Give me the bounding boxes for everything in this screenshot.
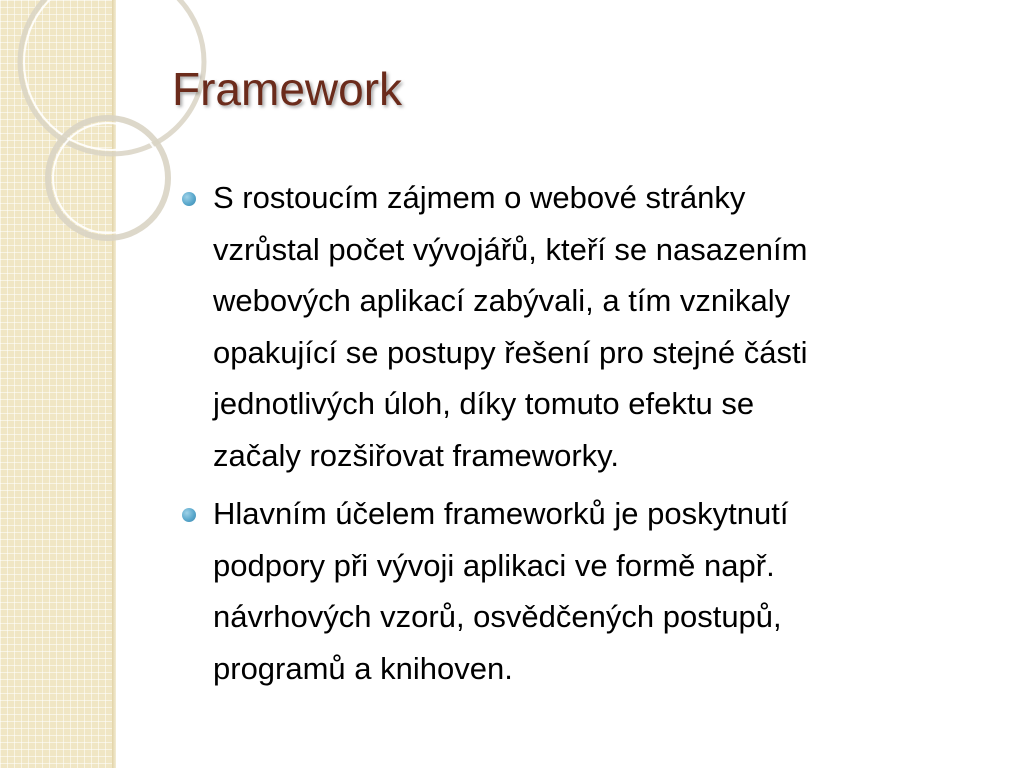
bullet-1-line-1: S rostoucím zájmem o webové stránky xyxy=(213,180,746,215)
bullet-dot-icon xyxy=(182,508,196,522)
decorative-ring-bottom-inner xyxy=(53,123,163,233)
bullet-2-line-1: Hlavním účelem frameworků je poskytnutí xyxy=(213,496,789,531)
bullet-dot-icon xyxy=(182,192,196,206)
decorative-ring-bottom xyxy=(48,118,168,238)
bullet-1-line-2: vzrůstal počet vývojářů, kteří se nasazením xyxy=(213,231,808,267)
bullet-item-2 xyxy=(180,488,980,694)
bullet-1-line-5: jednotlivých úloh, díky tomuto efektu se xyxy=(213,386,755,421)
bullet-1-line-6: začaly rozšiřovat frameworky. xyxy=(213,437,619,473)
bullet-1-line-4: opakující se postupy řešení pro stejné části xyxy=(213,334,808,370)
bullet-item-1 xyxy=(180,172,980,481)
bullet-2-line-3: návrhových vzorů, osvědčených postupů, xyxy=(213,599,782,634)
slide-title: Framework xyxy=(172,63,403,115)
bullet-2-line-4: programů a knihoven. xyxy=(213,650,513,686)
bullet-1-line-3: webových aplikací zabývali, a tím vznikaly xyxy=(213,283,791,318)
bullet-2-line-2: podpory při vývoji aplikaci ve formě např. xyxy=(213,547,775,583)
bullet-list xyxy=(180,172,980,701)
